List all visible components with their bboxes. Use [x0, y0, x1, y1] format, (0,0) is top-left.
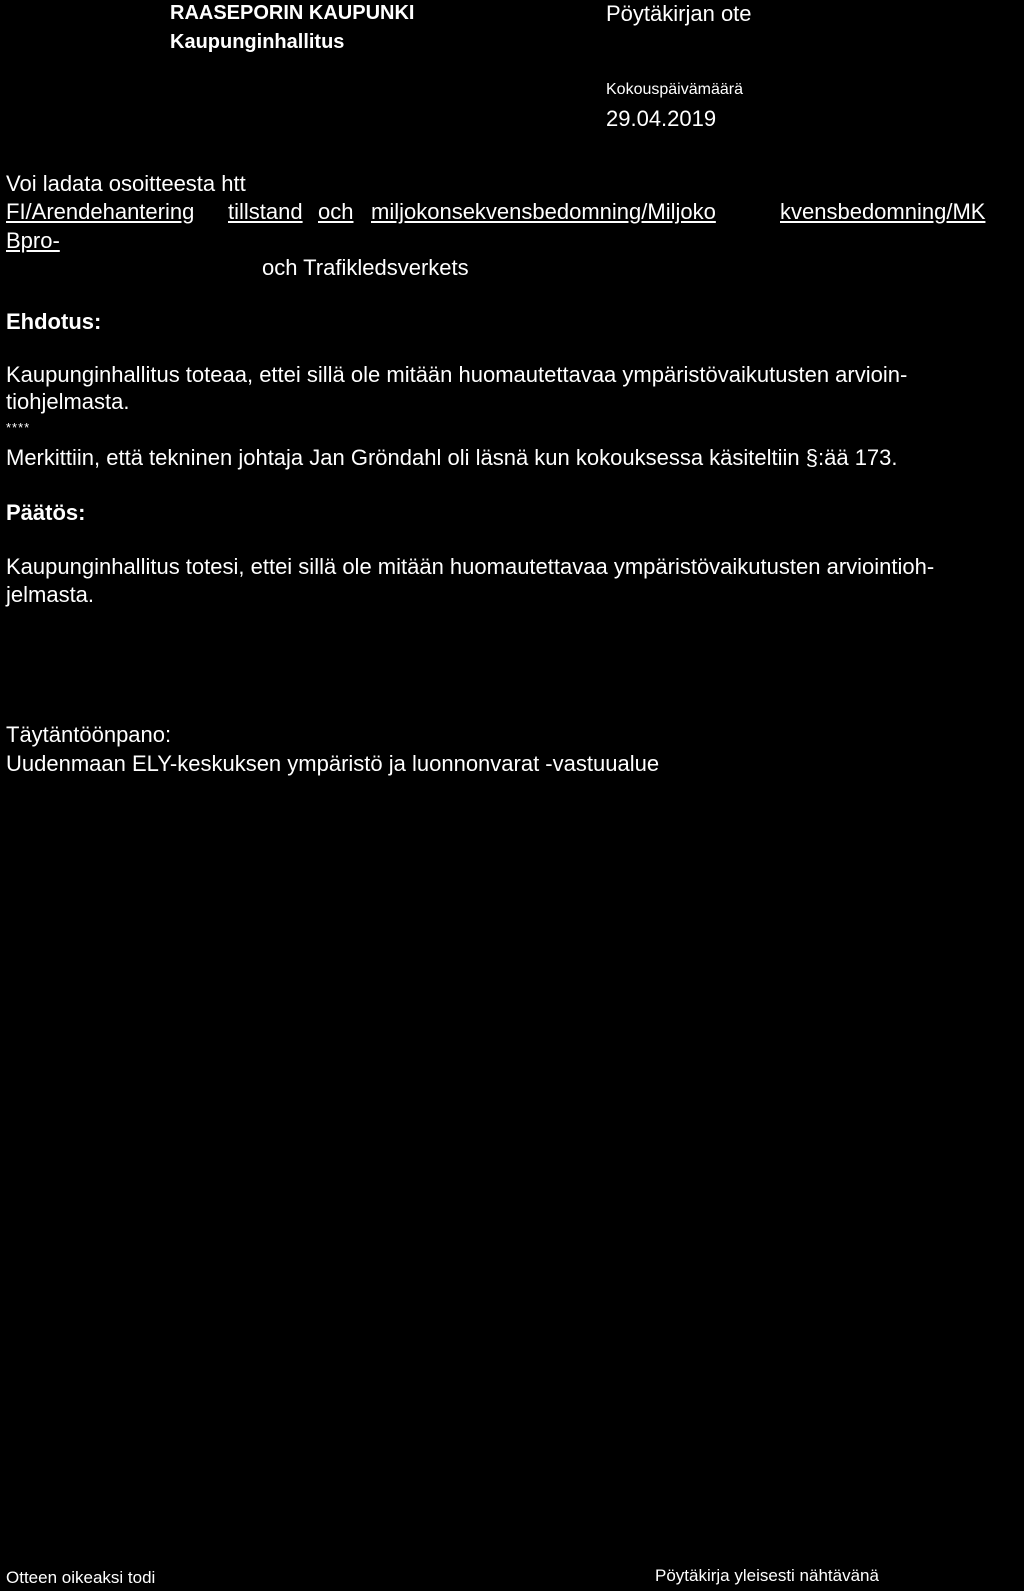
proposal-text-line-2: tiohjelmasta.: [6, 389, 130, 414]
municipality-name: RAASEPORIN KAUPUNKI: [170, 2, 415, 24]
footer-certified-copy: Otteen oikeaksi todi: [6, 1568, 156, 1587]
body-name: Kaupunginhallitus: [170, 31, 345, 53]
download-link-part-e[interactable]: kvensbedomning/MK: [780, 199, 986, 224]
download-line-1: Voi ladata osoitteesta htt: [6, 171, 246, 196]
download-link-part-c[interactable]: och: [318, 199, 354, 224]
download-link-part-f[interactable]: Bpro-: [6, 228, 60, 253]
download-link-part-d[interactable]: miljokonsekvensbedomning/Miljoko: [371, 199, 716, 224]
document-type: Pöytäkirjan ote: [606, 1, 752, 26]
decision-heading: Päätös:: [6, 500, 86, 525]
decision-text-line-2: jelmasta.: [6, 582, 95, 607]
proposal-text-line-1: Kaupunginhallitus toteaa, ettei sillä ole mitään huomautettavaa ympäristövaikutusten arvioin-: [6, 362, 908, 387]
download-link-part-a[interactable]: FI/Arendehantering: [6, 199, 195, 224]
decision-text-line-1: Kaupunginhallitus totesi, ettei sillä ole mitään huomautettavaa ympäristövaikutusten arviointioh-: [6, 554, 935, 579]
implementation-value: Uudenmaan ELY-keskuksen ympäristö ja luonnonvarat -vastuualue: [6, 751, 660, 776]
implementation-label: Täytäntöönpano:: [6, 722, 172, 747]
footer-public-display: Pöytäkirja yleisesti nähtävänä: [655, 1566, 879, 1585]
proposal-heading: Ehdotus:: [6, 309, 102, 334]
meeting-date-label: Kokouspäivämäärä: [606, 81, 743, 98]
meeting-date: 29.04.2019: [606, 106, 717, 131]
download-link-part-b[interactable]: tillstand: [228, 199, 303, 224]
download-line-4: och Trafikledsverkets: [262, 255, 469, 280]
proposal-note: Merkittiin, että tekninen johtaja Jan Gröndahl oli läsnä kun kokouksessa käsiteltiin §:ää 173.: [6, 445, 898, 470]
separator-stars: ****: [6, 420, 31, 435]
